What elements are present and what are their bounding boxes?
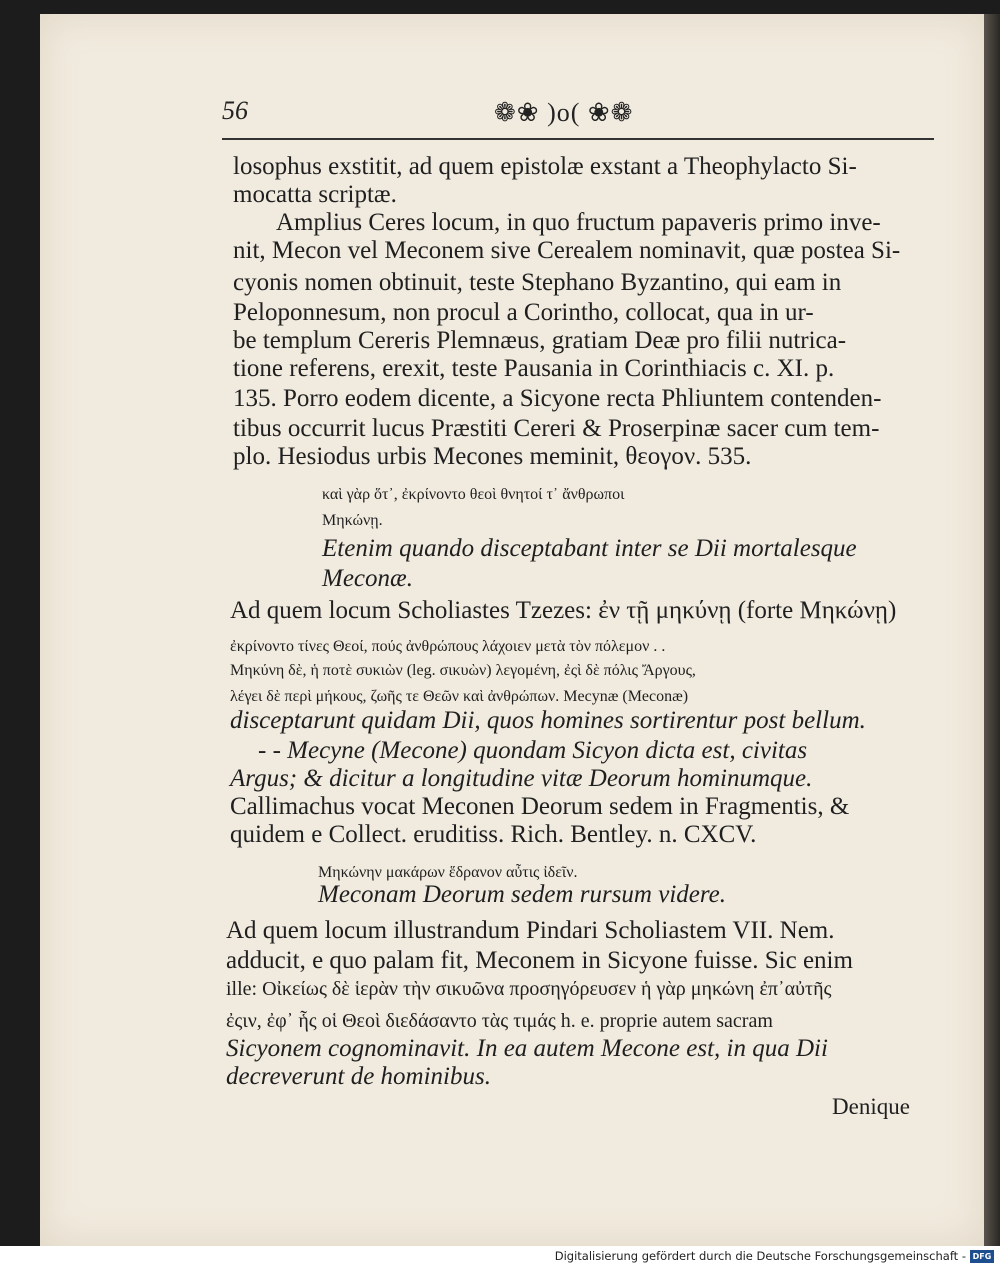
footer-credit: Digitalisierung gefördert durch die Deutsche Forschungsgemeinschaft -: [554, 1249, 966, 1263]
header-rule: [222, 138, 934, 140]
text-line: tibus occurrit lucus Præstiti Cereri & Proserpinæ sacer cum tem-: [233, 415, 880, 442]
catchword: Denique: [832, 1094, 910, 1119]
text-line: Peloponnesum, non procul a Corintho, collocat, qua in ur-: [233, 299, 814, 326]
text-line: ἐςιν, ἐφ᾽ ἧς οἱ Θεοὶ διεδάσαντο τὰς τιμάς h. e. proprie autem sacram: [226, 1010, 773, 1032]
greek-text-line: λέγει δὲ περὶ μήκους, ζωῆς τε Θεῶν καὶ ἀνθρώπων. Mecynæ (Meconæ): [230, 688, 689, 705]
greek-text-line: Μηκύνη δὲ, ἡ ποτὲ συκιὼν (leg. σικυὼν) λεγομένη, ἐςὶ δὲ πόλις Ἄργους,: [230, 662, 696, 679]
text-line: disceptarunt quidam Dii, quos homines sortirentur post bellum.: [230, 707, 866, 734]
latin-translation-line: Meconæ.: [322, 565, 413, 592]
text-line: quidem e Collect. eruditiss. Rich. Bentley. n. CXCV.: [230, 821, 757, 848]
greek-text-line: ἐκρίνοντο τίνες Θεοί, πούς ἀνθρώπους λάχοιεν μετὰ τὸν πόλεμον . .: [230, 638, 666, 655]
page-number: 56: [222, 96, 248, 125]
latin-translation-line: Meconam Deorum sedem rursum videre.: [318, 881, 727, 908]
header-ornament: ❁❀ )o( ❀❁: [494, 98, 634, 127]
text-line: mocatta scriptæ.: [233, 181, 397, 208]
text-line: Ad quem locum Scholiastes Tzezes: ἐν τῇ μηκύνῃ (forte Μηκώνῃ): [230, 597, 897, 624]
book-spine: [984, 14, 1000, 1246]
text-line: Sicyonem cognominavit. In ea autem Mecone est, in qua Dii: [226, 1035, 828, 1062]
text-line: Ad quem locum illustrandum Pindari Scholiastem VII. Nem.: [226, 917, 835, 944]
greek-verse-line: Μηκώνην μακάρων ἕδρανον αὖτις ἰδεῖν.: [318, 864, 578, 881]
text-line: ille: Οἰκείως δὲ ἱερὰν τὴν σικυῶνα προσηγόρευσεν ἡ γὰρ μηκώνη ἐπ᾽αὐτῆς: [226, 978, 832, 1000]
text-line: nit, Mecon vel Meconem sive Cerealem nominavit, quæ postea Si-: [233, 237, 901, 264]
text-line: be templum Cereris Plemnæus, gratiam Deæ pro filii nutrica-: [233, 327, 847, 354]
text-line: Amplius Ceres locum, in quo fructum papaveris primo inve-: [276, 209, 881, 236]
text-line: adducit, e quo palam fit, Meconem in Sicyone fuisse. Sic enim: [226, 947, 853, 974]
latin-translation-line: Etenim quando disceptabant inter se Dii mortalesque: [322, 535, 857, 562]
text-line: tione referens, erexit, teste Pausania in Corinthiacis c. XI. p.: [233, 355, 835, 382]
text-line: losophus exstitit, ad quem epistolæ exstant a Theophylacto Si-: [233, 153, 857, 180]
text-line: plo. Hesiodus urbis Mecones meminit, θεογον. 535.: [233, 443, 752, 470]
text-line: 135. Porro eodem dicente, a Sicyone recta Phliuntem contenden-: [233, 385, 882, 412]
text-line: Argus; & dicitur a longitudine vitæ Deorum hominumque.: [230, 765, 813, 792]
text-line: Callimachus vocat Meconen Deorum sedem in Fragmentis, &: [230, 793, 850, 820]
digitization-footer: [0, 1246, 1000, 1268]
text-line: cyonis nomen obtinuit, teste Stephano Byzantino, qui eam in: [233, 269, 842, 296]
text-line: decreverunt de hominibus.: [226, 1063, 491, 1090]
dfg-logo: DFG: [970, 1250, 994, 1263]
greek-verse-line: καὶ γὰρ ὅτ᾽, ἐκρίνοντο θεοὶ θνητοί τ᾽ ἄνθρωποι: [322, 486, 625, 503]
text-line: - - Mecyne (Mecone) quondam Sicyon dicta est, civitas: [258, 737, 808, 764]
greek-verse-line: Μηκώνῃ.: [322, 512, 383, 529]
